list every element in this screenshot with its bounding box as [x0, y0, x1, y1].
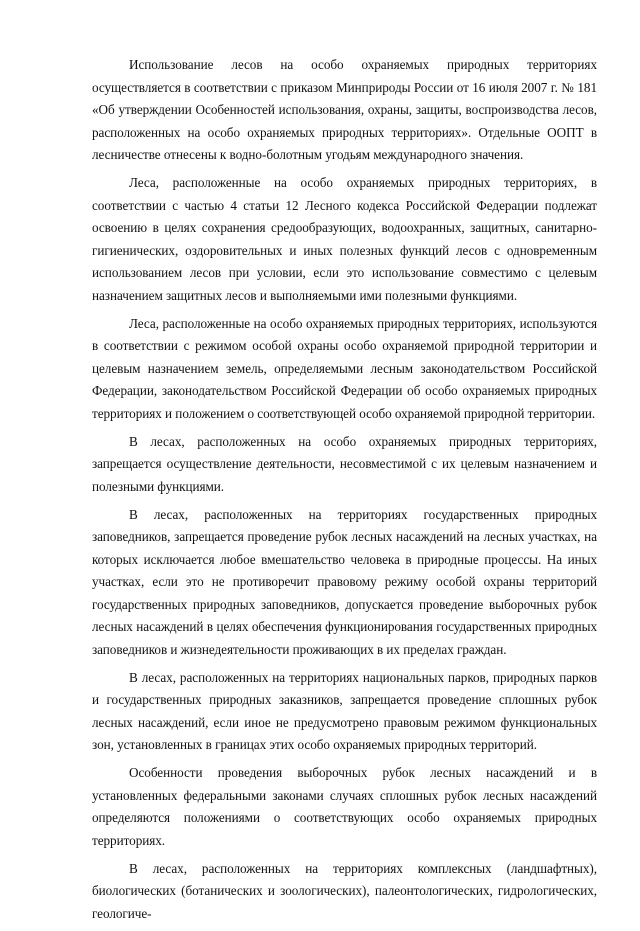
paragraph-7: Особенности проведения выборочных рубок лесных насаждений и в установленных федеральными законами случаях сплошных рубок лесных насаждений определяются положениями о соответствующих особо охраняемых природных территориях. [92, 765, 597, 848]
paragraph-2: Леса, расположенные на особо охраняемых природных территориях, в соответствии с частью 4 статьи 12 Лесного кодекса Российской Федерации подлежат освоению в целях сохранения средообразующих, водоохранных, защитных, санитарно-гигиенических, оздоровительных и иных полезных функций лесов с одновременным использованием лесов при условии, если это использование совместимо с целевым назначением защитных лесов и выполняемыми ими полезными функциями. [92, 175, 597, 303]
paragraph-8: В лесах, расположенных на территориях комплексных (ландшафтных), биологических (ботанических и зоологических), палеонтологических, гидрологических, геологиче- [92, 860, 597, 921]
paragraph-1: Использование лесов на особо охраняемых природных территориях осуществляется в соответствии с приказом Минприроды России от 16 июля 2007 г. № 181 «Об утверждении Особенностей использования, охраны, защиты, воспроизводства лесов, расположенных на особо охраняемых природных территориях». Отдельные ООПТ в лесничестве отнесены к водно-болотным угодьям международного значения. [92, 57, 597, 162]
document-page [92, 54, 597, 931]
paragraph-6: В лесах, расположенных на территориях национальных парков, природных парков и государственных природных заказников, запрещается проведение сплошных рубок лесных насаждений, если иное не предусмотрено правовым режимом функциональных зон, установленных в границах этих особо охраняемых природных территорий. [92, 669, 597, 752]
paragraph-5: В лесах, расположенных на территориях государственных природных заповедников, запрещается проведение рубок лесных насаждений на лесных участках, на которых исключается любое вмешательство человека в природные процессы. На иных участках, если это не противоречит правовому режиму особой охраны территорий государственных природных заповедников, допускается проведение выборочных рубок лесных насаждений в целях обеспечения функционирования государственных природных заповедников и жизнедеятельности проживающих в их пределах граждан. [92, 506, 597, 657]
paragraph-3: Леса, расположенные на особо охраняемых природных территориях, используются в соответствии с режимом особой охраны особо охраняемой природной территории и целевым назначением земель, определяемыми лесным законодательством Российской Федерации, законодательством Российской Федерации об особо охраняемых природных территориях и положением о соответствующей особо охраняемой природной территории. [92, 315, 597, 421]
paragraph-4: В лесах, расположенных на особо охраняемых природных территориях, запрещается осуществление деятельности, несовместимой с их целевым назначением и полезными функциями. [92, 433, 597, 494]
